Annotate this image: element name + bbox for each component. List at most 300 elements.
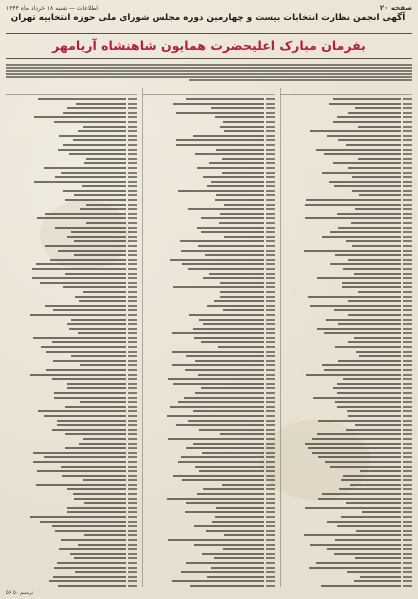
candidate-entry [281,189,412,193]
vote-count [128,153,137,155]
candidate-entry [281,175,412,179]
candidate-entry [143,350,274,354]
candidate-entry [6,336,137,340]
vote-count [403,222,412,224]
candidate-name [330,263,401,265]
candidate-entry [143,285,274,289]
candidate-name [46,351,126,353]
candidate-entry [6,455,137,459]
candidate-name [40,282,127,284]
candidate-entry [281,515,412,519]
candidate-name [309,567,401,569]
candidate-name [193,443,264,445]
vote-count [403,516,412,518]
vote-count [128,341,137,343]
candidate-entry [281,543,412,547]
vote-count [266,319,275,321]
candidate-entry [143,414,274,418]
candidate-entry [281,368,412,372]
candidate-entry [6,148,137,152]
vote-count [403,488,412,490]
candidate-entry [143,497,274,501]
candidate-name [220,296,263,298]
candidate-entry [143,373,274,377]
candidate-name [32,277,127,279]
vote-count [266,213,275,215]
candidate-entry [143,304,274,308]
candidate-name [322,493,401,495]
vote-count [266,429,275,431]
candidate-name [74,240,127,242]
candidate-columns [6,88,412,587]
candidate-name [202,553,264,555]
vote-count [266,273,275,275]
candidate-entry [281,216,412,220]
vote-count [128,516,137,518]
candidate-entry [6,221,137,225]
candidate-name [306,199,401,201]
vote-count [403,433,412,435]
candidate-name [30,374,126,376]
vote-count [128,397,137,399]
candidate-name [224,534,263,536]
candidate-name [334,185,401,187]
vote-count [128,277,137,279]
vote-count [266,447,275,449]
candidate-entry [281,497,412,501]
candidate-name [36,484,127,486]
vote-count [128,139,137,141]
candidate-entry [6,382,137,386]
vote-count [403,153,412,155]
candidate-entry [6,313,137,317]
vote-count [266,337,275,339]
candidate-name [188,268,264,270]
candidate-entry [6,285,137,289]
candidate-name [360,576,401,578]
candidate-name [211,567,264,569]
candidate-name [65,273,127,275]
candidate-entry [281,510,412,514]
vote-count [128,213,137,215]
intro-text-line [6,73,412,75]
candidate-entry [281,239,412,243]
candidate-entry [6,446,137,450]
candidate-name [333,162,401,164]
candidate-name [198,374,264,376]
candidate-name [222,158,264,160]
vote-count [403,172,412,174]
vote-count [266,231,275,233]
candidate-entry [6,368,137,372]
vote-count [266,502,275,504]
candidate-entry [6,409,137,413]
candidate-entry [281,148,412,152]
vote-count [266,406,275,408]
vote-count [266,493,275,495]
vote-count [128,231,137,233]
vote-count [403,217,412,219]
vote-count [266,153,275,155]
candidate-name [352,176,401,178]
candidate-entry [143,474,274,478]
candidate-name [53,309,127,311]
candidate-name [348,300,401,302]
vote-count [128,116,137,118]
candidate-name [338,139,401,141]
candidate-name [220,433,263,435]
candidate-name [186,355,263,357]
candidate-entry [281,336,412,340]
candidate-name [80,401,126,403]
candidate-name [193,410,264,412]
vote-count [266,360,275,362]
vote-count [128,305,137,307]
candidate-entry [6,129,137,133]
candidate-name [55,530,126,532]
vote-count [128,98,137,100]
candidate-name [61,539,127,541]
candidate-entry [143,515,274,519]
candidate-entry [281,235,412,239]
intro-text-line [6,70,412,72]
candidate-name [206,530,264,532]
candidate-entry [143,102,274,106]
vote-count [403,438,412,440]
candidate-name [197,227,264,229]
candidate-name [73,139,127,141]
candidate-name [83,291,126,293]
vote-count [128,332,137,334]
candidate-name [318,420,401,422]
vote-count [403,167,412,169]
candidate-entry [6,524,137,528]
vote-count [128,254,137,256]
candidate-name [337,213,401,215]
candidate-entry [143,345,274,349]
candidate-entry [6,432,137,436]
vote-count [128,149,137,151]
candidate-entry [143,166,274,170]
candidate-name [49,580,126,582]
candidate-name [312,452,401,454]
candidate-name [308,447,401,449]
vote-count [128,291,137,293]
candidate-entry [281,520,412,524]
candidate-entry [6,437,137,441]
vote-count [128,158,137,160]
candidate-entry [143,354,274,358]
vote-count [403,525,412,527]
vote-count [128,240,137,242]
candidate-entry [281,180,412,184]
candidate-entry [143,561,274,565]
vote-count [128,263,137,265]
vote-count [128,383,137,385]
vote-count [266,112,275,114]
candidate-entry [6,460,137,464]
candidate-name [355,424,401,426]
vote-count [266,557,275,559]
candidate-name [52,429,127,431]
candidate-entry [6,143,137,147]
vote-count [403,323,412,325]
candidate-entry [143,258,274,262]
vote-count [128,107,137,109]
intro-text-line [6,76,412,78]
vote-count [403,204,412,206]
vote-count [128,576,137,578]
vote-count [128,319,137,321]
candidate-entry [281,313,412,317]
vote-count [266,217,275,219]
vote-count [266,296,275,298]
issue-line: اطلاعات — شنبه ۱۸ خرداد ماه ۱۳۴۴ [6,4,98,12]
candidate-name [198,245,264,247]
candidate-entry [143,313,274,317]
vote-count [128,438,137,440]
vote-count [128,580,137,582]
candidate-name [80,208,126,210]
candidate-entry [6,171,137,175]
candidate-name [195,360,263,362]
vote-count [128,181,137,183]
candidate-entry [143,115,274,119]
candidate-entry [6,299,137,303]
candidate-name [352,245,401,247]
candidate-entry [281,253,412,257]
vote-count [403,208,412,210]
vote-count [403,521,412,523]
candidate-entry [143,189,274,193]
vote-count [266,181,275,183]
vote-count [128,479,137,481]
vote-count [403,341,412,343]
candidate-name [224,130,263,132]
candidate-name [197,167,264,169]
candidate-entry [6,111,137,115]
vote-count [128,351,137,353]
vote-count [128,466,137,468]
candidate-entry [6,575,137,579]
vote-count [403,107,412,109]
vote-count [403,309,412,311]
vote-count [266,571,275,573]
vote-count [266,277,275,279]
vote-count [266,245,275,247]
candidate-entry [143,478,274,482]
candidate-name [223,548,264,550]
candidate-entry [6,469,137,473]
vote-count [266,580,275,582]
candidate-entry [6,166,137,170]
candidate-entry [6,556,137,560]
vote-count [128,296,137,298]
candidate-name [348,415,401,417]
candidate-entry [281,584,412,587]
candidate-name [84,162,126,164]
candidate-name [61,172,127,174]
candidate-name [57,420,127,422]
vote-count [266,162,275,164]
candidate-name [46,369,126,371]
candidate-name [65,433,127,435]
candidate-entry [281,318,412,322]
vote-count [403,236,412,238]
candidate-entry [6,423,137,427]
candidate-name [168,438,264,440]
candidate-name [75,571,126,573]
candidate-entry [143,175,274,179]
candidate-name [33,337,126,339]
vote-count [128,493,137,495]
candidate-entry [143,295,274,299]
candidate-name [59,548,126,550]
candidate-entry [143,308,274,312]
candidate-entry [143,322,274,326]
vote-count [128,222,137,224]
vote-count [266,176,275,178]
vote-count [128,185,137,187]
candidate-name [203,277,263,279]
candidate-entry [143,106,274,110]
candidate-name [324,153,401,155]
candidate-entry [281,561,412,565]
candidate-name [69,153,127,155]
candidate-name [45,213,126,215]
candidate-entry [281,501,412,505]
candidate-name [188,208,264,210]
vote-count [128,470,137,472]
vote-count [128,112,137,114]
candidate-entry [143,249,274,253]
candidate-name [193,328,264,330]
candidate-entry [281,157,412,161]
vote-count [128,410,137,412]
candidate-entry [281,267,412,271]
candidate-name [216,194,263,196]
candidate-entry [281,478,412,482]
vote-count [403,112,412,114]
candidate-entry [281,483,412,487]
vote-count [403,337,412,339]
candidate-name [182,263,263,265]
candidate-entry [143,134,274,138]
candidate-entry [6,125,137,129]
vote-count [128,511,137,513]
vote-count [403,254,412,256]
candidate-entry [143,226,274,230]
vote-count [266,392,275,394]
candidate-name [322,236,401,238]
vote-count [403,401,412,403]
candidate-name [30,516,126,518]
candidate-entry [6,290,137,294]
candidate-name [84,502,126,504]
candidate-entry [6,510,137,514]
vote-count [266,194,275,196]
candidate-entry [6,157,137,161]
candidate-entry [281,442,412,446]
vote-count [128,103,137,105]
candidate-entry [143,171,274,175]
candidate-entry [281,125,412,129]
vote-count [266,116,275,118]
vote-count [266,374,275,376]
candidate-entry [143,556,274,560]
candidate-name [318,498,401,500]
candidate-name [178,461,263,463]
candidate-name [59,135,126,137]
candidate-entry [143,272,274,276]
candidate-entry [143,552,274,556]
vote-count [403,429,412,431]
candidate-name [354,580,401,582]
candidate-name [358,158,401,160]
vote-count [128,420,137,422]
candidate-entry [6,400,137,404]
vote-count [266,461,275,463]
vote-count [266,562,275,564]
candidate-entry [6,543,137,547]
candidate-name [38,98,126,100]
candidate-entry [281,437,412,441]
title-rule [6,33,412,34]
candidate-name [83,479,126,481]
candidate-entry [281,198,412,202]
vote-count [266,369,275,371]
candidate-entry [6,478,137,482]
column-header [6,88,137,95]
vote-count [266,456,275,458]
candidate-name [324,332,401,334]
candidate-name [33,452,126,454]
candidate-entry [143,212,274,216]
candidate-entry [143,125,274,129]
candidate-entry [143,161,274,165]
candidate-name [351,222,401,224]
candidate-entry [281,579,412,583]
vote-count [403,245,412,247]
vote-count [403,383,412,385]
vote-count [403,456,412,458]
vote-count [266,103,275,105]
vote-count [403,185,412,187]
candidate-entry [6,345,137,349]
candidate-name [329,181,401,183]
candidate-name [219,222,264,224]
candidate-name [358,126,401,128]
candidate-entry [143,510,274,514]
candidate-entry [6,235,137,239]
vote-count [266,415,275,417]
candidate-name [205,254,264,256]
candidate-name [327,548,401,550]
vote-count [128,135,137,137]
vote-count [266,355,275,357]
candidate-name [34,181,126,183]
candidate-entry [143,221,274,225]
candidate-entry [6,138,137,142]
candidate-entry [6,396,137,400]
candidate-name [308,296,401,298]
vote-count [403,374,412,376]
candidate-name [32,268,127,270]
candidate-name [335,346,401,348]
vote-count [128,286,137,288]
candidate-name [83,126,126,128]
vote-count [403,360,412,362]
